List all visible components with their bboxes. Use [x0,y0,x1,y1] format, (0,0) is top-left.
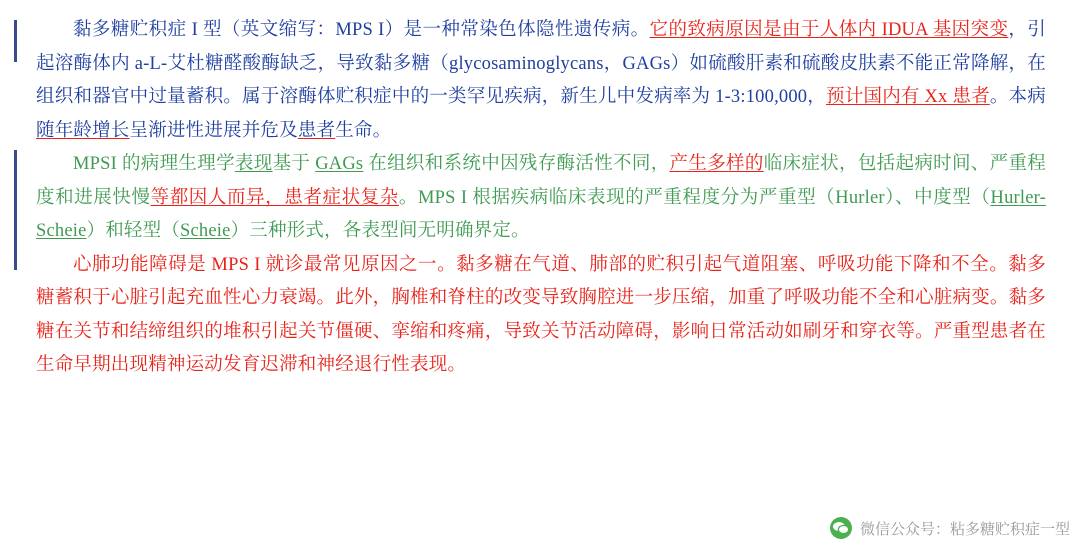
p1-seg8: 患者 [297,120,336,141]
paragraph-1 [36,14,1046,148]
p2-seg5: 在组织和系统中因残存酶活性不同， [363,154,670,174]
watermark-label: 微信公众号：粘多糖贮积症一型 [859,520,1070,538]
p2-seg13: ）三种形式，各表型间无明确界定。 [230,221,530,241]
p1-seg9: 生命。 [335,120,392,141]
wechat-icon [830,517,852,539]
p1-seg3: ，引起溶酶体内 a-L-艾杜糖醛酸酶缺乏，导致黏多糖（glycosaminoglycans，GAGs）如硫酸肝素和硫酸皮肤素不能正常降解，在组织和器官中过量蓄积。属于溶酶体贮积症中的一类罕见疾病，新生儿中发病率为 1-3:100,000， [36,20,1046,107]
accent-bar-top [14,20,17,62]
p1-seg5: 。本病 [989,87,1046,107]
p2-seg6: 产生多样的 [669,154,764,174]
watermark-account [830,517,1070,539]
accent-bar-middle [14,150,17,270]
p1-seg6: 随年龄增长 [36,120,130,141]
paragraph-3: 心肺功能障碍是 MPS I 就诊最常见原因之一。黏多糖在气道、肺部的贮积引起气道阻塞、呼吸功能下降和不全。黏多糖蓄积于心脏引起充血性心力衰竭。此外，胸椎和脊柱的改变导致胸腔进一步压缩，加重了呼吸功能不全和心脏病变。黏多糖在关节和结缔组织的堆积引起关节僵硬、挛缩和疼痛，导致关节活动障碍，影响日常活动如刷牙和穿衣等。严重型患者在生命早期出现精神运动发育迟滞和神经退行性表现。 [36,254,1046,375]
p1-seg7: 呈渐进性进展并危及 [129,120,298,141]
p2-seg9: 。MPS I 根据疾病临床表现的严重程度分为严重型（Hurler）、中度型（ [398,187,991,208]
document-body [36,14,1046,383]
paragraph-2 [36,148,1046,249]
p2-seg1: MPSI 的病理生理学 [73,154,235,174]
p2-seg3: 基于 [272,154,316,174]
p1-seg2: 它的致病原因是由于人体内 IDUA 基因突变 [649,20,1009,40]
p2-seg8: 等都因人而异，患者症状复杂 [150,187,399,208]
p2-seg11: ）和轻型（ [86,221,181,241]
p1-seg4: 预计国内有 Xx 患者 [826,87,990,107]
p2-seg12: Scheie [180,221,231,241]
p2-seg4: GAGs [315,154,364,174]
p2-seg10: Hurler-Scheie [36,187,1046,241]
p2-seg7: 临床症状，包括起病时间、严重程度和进展快慢 [36,154,1046,208]
p1-seg1: 黏多糖贮积症 I 型（英文缩写：MPS I）是一种常染色体隐性遗传病。 [73,20,650,40]
p2-seg2: 表现 [234,154,273,174]
